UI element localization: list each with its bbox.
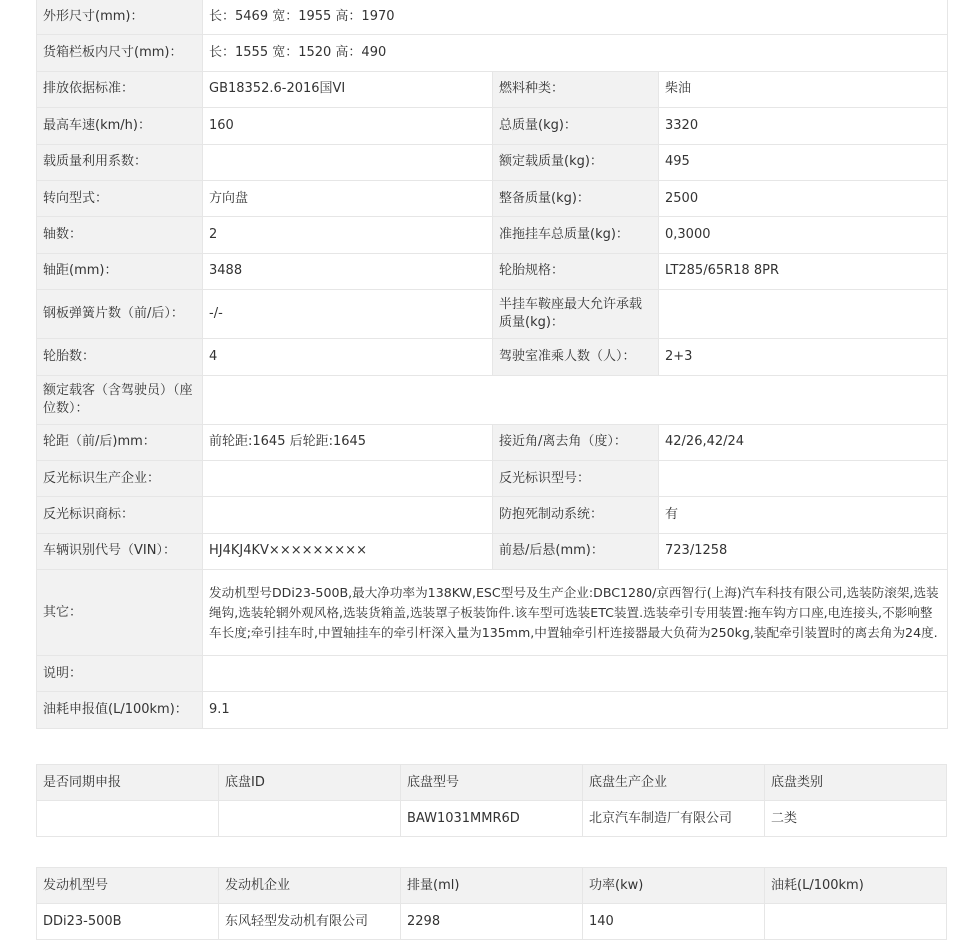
spec-label: 最高车速(km/h)：: [37, 108, 203, 144]
spec-label: 轮胎规格：: [493, 253, 659, 289]
spec-label: 轮胎数：: [37, 339, 203, 375]
spec-value: 723/1258: [659, 533, 948, 569]
table-cell: 140: [583, 904, 765, 940]
vehicle-spec-table: [36, 0, 948, 729]
spec-value: [203, 375, 948, 424]
spec-label: 轮距（前/后)mm：: [37, 424, 203, 460]
spec-label: 燃料种类：: [493, 71, 659, 107]
spec-row-fuel: [37, 692, 948, 728]
spec-label: 外形尺寸(mm)：: [37, 0, 203, 35]
spec-label: 载质量利用系数：: [37, 144, 203, 180]
table-header-row: [37, 765, 947, 801]
spec-label: 钢板弹簧片数（前/后）：: [37, 290, 203, 339]
spec-value: 160: [203, 108, 493, 144]
spec-value: 0,3000: [659, 217, 948, 253]
spec-value: [203, 144, 493, 180]
spec-value: 3488: [203, 253, 493, 289]
spec-value: 柴油: [659, 71, 948, 107]
spec-value: 长：1555 宽：1520 高：490: [203, 35, 948, 71]
spec-label: 车辆识别代号（VIN）：: [37, 533, 203, 569]
spec-row: [37, 71, 948, 107]
spec-label: 排放依据标准：: [37, 71, 203, 107]
table-header-row: [37, 868, 947, 904]
spec-label: 货箱栏板内尺寸(mm)：: [37, 35, 203, 71]
spec-label: 转向型式：: [37, 180, 203, 216]
spec-label: 准拖挂车总质量(kg)：: [493, 217, 659, 253]
table-cell: BAW1031MMR6D: [401, 801, 583, 837]
spec-row-other: [37, 570, 948, 656]
spec-value: HJ4KJ4KV×××××××××: [203, 533, 493, 569]
spec-value: LT285/65R18 8PR: [659, 253, 948, 289]
engine-table: [36, 867, 947, 940]
spec-value: -/-: [203, 290, 493, 339]
spec-row: [37, 144, 948, 180]
spec-label: 其它：: [37, 570, 203, 656]
column-header: 油耗(L/100km): [765, 868, 947, 904]
spec-label: 总质量(kg)：: [493, 108, 659, 144]
column-header: 是否同期申报: [37, 765, 219, 801]
spec-value: 2+3: [659, 339, 948, 375]
column-header: 发动机企业: [219, 868, 401, 904]
column-header: 底盘生产企业: [583, 765, 765, 801]
spec-row-seats: [37, 375, 948, 424]
spec-row: [37, 108, 948, 144]
spec-label: 整备质量(kg)：: [493, 180, 659, 216]
spec-row-cargo: [37, 35, 948, 71]
spec-label: 油耗申报值(L/100km)：: [37, 692, 203, 728]
spec-value: 长：5469 宽：1955 高：1970: [203, 0, 948, 35]
spec-label: 防抱死制动系统：: [493, 497, 659, 533]
table-cell: 二类: [765, 801, 947, 837]
spec-value: [203, 497, 493, 533]
spec-value: 2: [203, 217, 493, 253]
table-row: [37, 801, 947, 837]
spec-label: 额定载客（含驾驶员）（座位数）：: [37, 375, 203, 424]
table-row: [37, 904, 947, 940]
table-cell: [765, 904, 947, 940]
spec-value: 495: [659, 144, 948, 180]
spec-row: [37, 253, 948, 289]
table-cell: 2298: [401, 904, 583, 940]
spec-label: 半挂车鞍座最大允许承载质量(kg)：: [493, 290, 659, 339]
spec-label: 额定载质量(kg)：: [493, 144, 659, 180]
spec-label: 前悬/后悬(mm)：: [493, 533, 659, 569]
spec-row: [37, 460, 948, 496]
column-header: 功率(kw): [583, 868, 765, 904]
spec-value: [659, 290, 948, 339]
spec-label: 轴距(mm)：: [37, 253, 203, 289]
table-cell: 东风轻型发动机有限公司: [219, 904, 401, 940]
spec-value: 9.1: [203, 692, 948, 728]
spec-row: [37, 497, 948, 533]
spec-value: [203, 656, 948, 692]
spec-value: 发动机型号DDi23-500B,最大净功率为138KW,ESC型号及生产企业:DBC1280/京西智行(上海)汽车科技有限公司,选装防滚架,选装绳钩,选装轮辋外观风格,选装货箱盖,选装罩子板装饰件.该车型可选装ETC装置.选装牵引专用装置:拖车钩方口座,电连接头,不影响整车长度;牵引挂车时,中置轴挂车的牵引杆深入量为135mm,中置轴牵引杆连接器最大负荷为250kg,装配牵引装置时的离去角为24度.: [203, 570, 948, 656]
column-header: 底盘型号: [401, 765, 583, 801]
spec-row-dimensions: [37, 0, 948, 35]
spec-value: 42/26,42/24: [659, 424, 948, 460]
column-header: 底盘ID: [219, 765, 401, 801]
column-header: 底盘类别: [765, 765, 947, 801]
spec-value: 4: [203, 339, 493, 375]
spec-value: 2500: [659, 180, 948, 216]
column-header: 排量(ml): [401, 868, 583, 904]
spec-label: 轴数：: [37, 217, 203, 253]
spec-row: [37, 217, 948, 253]
spec-row: [37, 339, 948, 375]
spec-label: 接近角/离去角（度）：: [493, 424, 659, 460]
spec-row: [37, 424, 948, 460]
spec-value: [203, 460, 493, 496]
spec-row: [37, 290, 948, 339]
spec-row-note: [37, 656, 948, 692]
spec-value: 3320: [659, 108, 948, 144]
spec-label: 说明：: [37, 656, 203, 692]
spec-value: 方向盘: [203, 180, 493, 216]
table-cell: [219, 801, 401, 837]
spec-label: 驾驶室准乘人数（人）：: [493, 339, 659, 375]
spec-row: [37, 180, 948, 216]
spec-value: 前轮距:1645 后轮距:1645: [203, 424, 493, 460]
table-cell: 北京汽车制造厂有限公司: [583, 801, 765, 837]
spec-value: 有: [659, 497, 948, 533]
spec-value: GB18352.6-2016国VI: [203, 71, 493, 107]
chassis-table: [36, 764, 947, 837]
table-cell: [37, 801, 219, 837]
table-cell: DDi23-500B: [37, 904, 219, 940]
spec-row: [37, 533, 948, 569]
spec-label: 反光标识型号：: [493, 460, 659, 496]
spec-value: [659, 460, 948, 496]
spec-label: 反光标识商标：: [37, 497, 203, 533]
spec-label: 反光标识生产企业：: [37, 460, 203, 496]
column-header: 发动机型号: [37, 868, 219, 904]
